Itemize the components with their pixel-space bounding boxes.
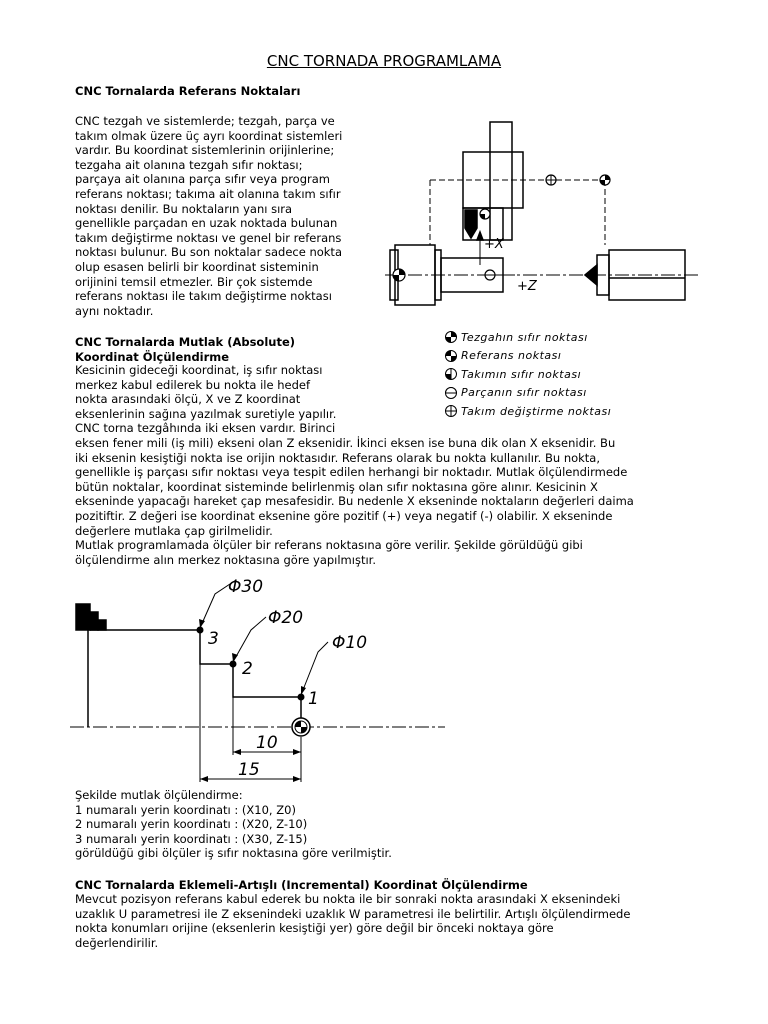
- diameter-10-label: Φ10: [332, 633, 368, 653]
- reference-point-icon: [444, 349, 458, 363]
- legend-label: Tezgahın sıfır noktası: [461, 330, 588, 344]
- text-line: ölçülendirme alın merkez noktasına göre yapılmıştır.: [75, 552, 376, 567]
- legend-item: [444, 328, 611, 347]
- text-line: aynı noktadır.: [75, 303, 154, 318]
- workpiece-zero-marker: [292, 718, 310, 736]
- text-line: olup esasen belirli bir koordinat sisteminin: [75, 259, 319, 274]
- dimension-10-label: 10: [256, 733, 278, 753]
- text-line: görüldüğü gibi ölçüler iş sıfır noktasına göre verilmiştir.: [75, 846, 392, 861]
- text-line: 3 numaralı yerin koordinatı : (X30, Z-15): [75, 831, 308, 846]
- section2-heading: [75, 335, 295, 365]
- text-line: eksenlerinin sağına yazılmak suretiyle yapılır.: [75, 406, 337, 421]
- section4-heading: CNC Tornalarda Eklemeli-Artışlı (Incremental) Koordinat Ölçülendirme: [75, 878, 528, 892]
- text-line: takım değiştirme noktası ve genel bir referans: [75, 230, 342, 245]
- text-line: iki eksenin kesiştiği nokta ise orijin noktasıdır. Referans olarak bu nokta kullanılır. Bu nokta,: [75, 450, 601, 465]
- text-line: nokta arasındaki ölçü, X ve Z koordinat: [75, 392, 301, 407]
- text-line: bütün noktalar, koordinat sisteminde belirlenmiş olan sıfır noktasına göre alınır. Kesicinin X: [75, 479, 598, 494]
- text-line: referans noktası; takıma ait olanına takım sıfır: [75, 186, 341, 201]
- section2-text: [75, 363, 634, 567]
- heading-line: Koordinat Ölçülendirme: [75, 350, 230, 364]
- legend-label: Takım değiştirme noktası: [461, 404, 612, 418]
- text-line: 2 numaralı yerin koordinatı : (X20, Z-10): [75, 817, 308, 832]
- text-line: parçaya ait olanına parça sıfır veya program: [75, 172, 330, 187]
- axis-x-label: +X: [484, 237, 504, 252]
- text-line: genellikle parçadan en uzak noktada bulunan: [75, 216, 338, 231]
- text-line: eksen fener mili (iş mili) ekseni olan Z eksenidir. İkinci eksen ise buna dik olan X eksenidir. Bu: [75, 435, 616, 450]
- machine-zero-marker: [393, 269, 405, 281]
- text-line: referans noktası ile takım değiştirme noktası: [75, 289, 332, 304]
- text-line: 1 numaralı yerin koordinatı : (X10, Z0): [75, 802, 296, 817]
- text-line: nokta konumları orijine (eksenlerin kesiştiği yer) göre değil bir önceki noktaya göre: [75, 921, 554, 936]
- text-line: noktası bulunur. Bu son noktalar sadece nokta: [75, 245, 342, 260]
- text-line: vardır. Bu koordinat sistemlerinin orijinlerine;: [75, 143, 335, 158]
- text-line: noktası denilir. Bu noktaların yanı sıra: [75, 201, 293, 216]
- diameter-30-label: Φ30: [228, 577, 264, 597]
- text-line: ekseninde yapacağı hareket çap mesafesidir. Bu nedenle X ekseninde noktaların değerleri daima: [75, 494, 634, 509]
- absolute-dimension-diagram: [70, 572, 450, 787]
- tool-change-marker: [546, 175, 556, 185]
- legend-label: Takımın sıfır noktası: [461, 367, 582, 381]
- text-line: Şekilde mutlak ölçülendirme:: [75, 788, 243, 802]
- lathe-reference-diagram: [385, 110, 705, 325]
- page-title: CNC TORNADA PROGRAMLAMA: [266, 52, 502, 70]
- legend-label: Referans noktası: [461, 349, 562, 363]
- section4-text: [75, 892, 630, 950]
- section1-heading: CNC Tornalarda Referans Noktaları: [75, 84, 301, 98]
- text-line: CNC torna tezgâhında iki eksen vardır. Birinci: [75, 421, 336, 436]
- text-line: Mutlak programlamada ölçüler bir referans noktasına göre verilir. Şekilde görüldüğü gibi: [75, 538, 583, 553]
- point-2-label: 2: [242, 659, 253, 679]
- diameter-20-label: Φ20: [268, 608, 304, 628]
- tool-zero-marker: [480, 209, 490, 219]
- text-line: Mevcut pozisyon referans kabul ederek bu nokta ile bir sonraki nokta arasındaki X eksenindeki: [75, 892, 621, 906]
- text-line: pozitiftir. Z değeri ise koordinat eksenine göre pozitif (+) veya negatif (-) olabilir. X ekseninde: [75, 508, 613, 523]
- point-1-label: 1: [308, 689, 319, 709]
- reference-point-marker: [600, 175, 610, 185]
- text-line: uzaklık U parametresi ile Z eksenindeki uzaklık W parametresi ile belirtilir. Artışlı ölçülendirmede: [75, 906, 631, 921]
- text-line: CNC tezgah ve sistemlerde; tezgah, parça ve: [75, 114, 335, 128]
- section3-text: [75, 788, 392, 861]
- text-line: orijinini temsil etmezler. Bir çok sistemde: [75, 274, 313, 289]
- legend-label: Parçanın sıfır noktası: [461, 386, 587, 400]
- text-line: genellikle iş parçası sıfır noktası veya tespit edilen herhangi bir noktadır. Mutlak ölçülendirmede: [75, 465, 628, 480]
- text-line: takım olmak üzere üç ayrı koordinat sistemleri: [75, 128, 343, 143]
- text-line: merkez kabul edilerek bu nokta ile hedef: [75, 377, 311, 392]
- point-3-label: 3: [208, 629, 219, 649]
- text-line: değerlere mutlaka çap girilmelidir.: [75, 523, 273, 538]
- text-line: değerlendirilir.: [75, 935, 159, 950]
- section1-text: [75, 114, 342, 318]
- axis-z-label: +Z: [517, 279, 537, 294]
- text-line: tezgaha ait olanına tezgah sıfır noktası;: [75, 157, 303, 172]
- dimension-15-label: 15: [238, 760, 260, 780]
- machine-zero-icon: [444, 330, 458, 344]
- heading-line: CNC Tornalarda Mutlak (Absolute): [75, 335, 296, 349]
- text-line: Kesicinin gideceği koordinat, iş sıfır noktası: [75, 363, 323, 377]
- workpiece-zero-marker: [485, 270, 495, 280]
